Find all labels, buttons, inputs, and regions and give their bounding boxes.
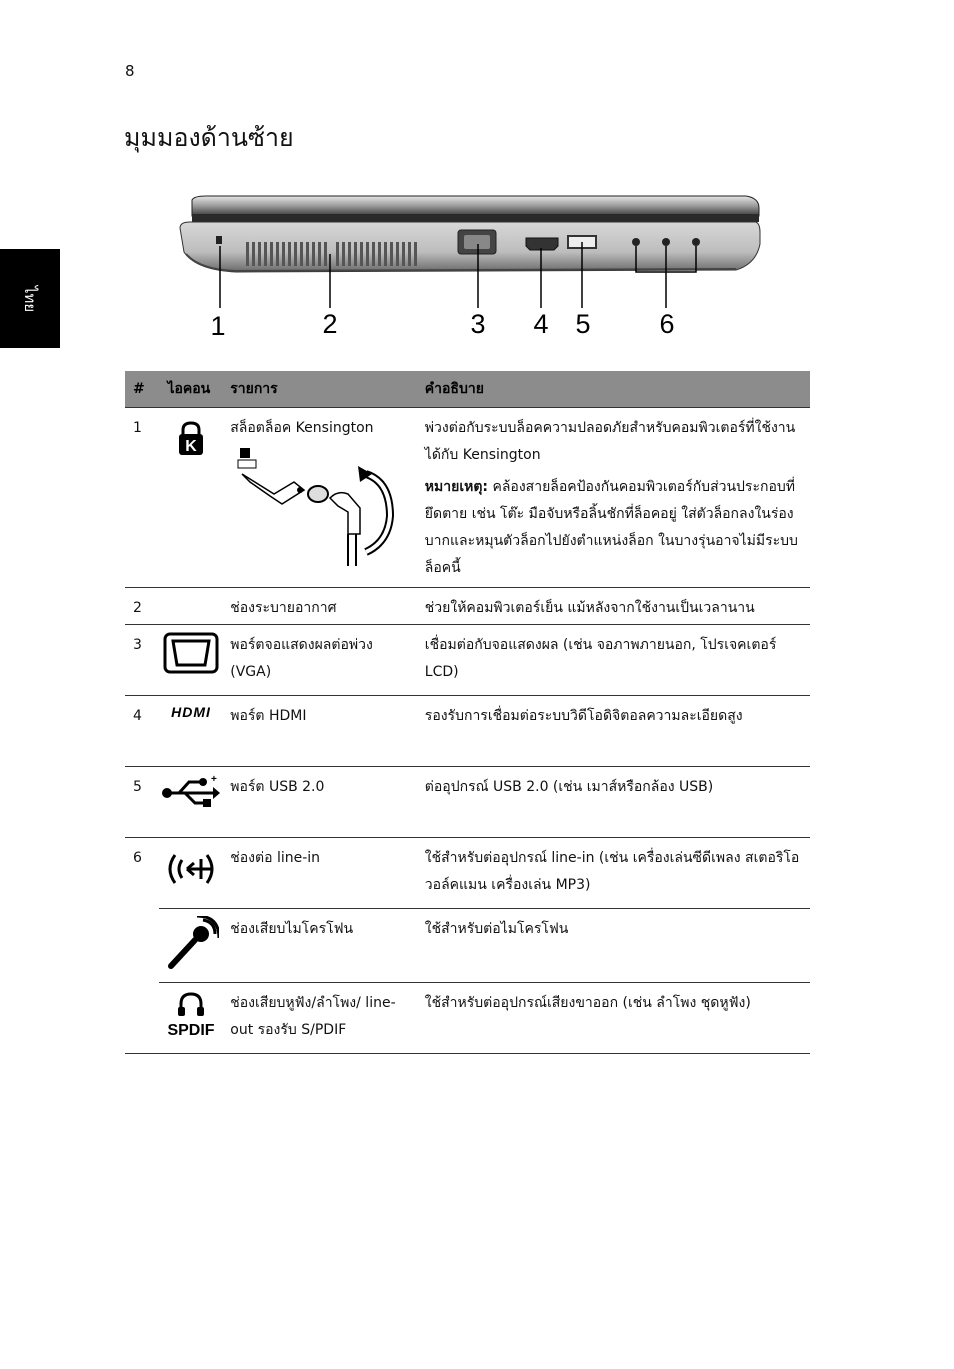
row-item: ช่องต่อ line-in (222, 838, 417, 909)
headphone-spdif-icon (161, 990, 221, 1038)
spdif-label: SPDIF (167, 1022, 215, 1038)
lock-letter: K (185, 438, 197, 455)
language-side-tab (0, 249, 60, 348)
row-icon-cell (159, 696, 222, 767)
callout-4: 4 (533, 309, 549, 339)
laptop-left-side-figure (176, 192, 761, 352)
header-icon: ไอคอน (159, 371, 222, 408)
note-label: หมายเหตุ: (424, 479, 489, 495)
section-title: มุมมองด้านซ้าย (124, 123, 294, 152)
microphone-icon (163, 916, 219, 972)
callout-5: 5 (575, 309, 591, 339)
row-num: 4 (125, 696, 159, 767)
port-spec-table (125, 371, 810, 1054)
line-in-icon (163, 849, 219, 889)
row-item: พอร์ต USB 2.0 (222, 767, 417, 838)
callout-3: 3 (470, 309, 486, 339)
row-num: 2 (125, 588, 159, 625)
row-desc-cell (417, 408, 810, 588)
header-num: # (125, 371, 159, 408)
callout-1: 1 (210, 311, 226, 341)
row-icon-cell (159, 909, 222, 983)
row-item: ช่องเสียบไมโครโฟน (222, 909, 417, 983)
row-item: พอร์ต HDMI (222, 696, 417, 767)
hdmi-logo-text: HDMI (170, 704, 211, 720)
row-desc: ช่วยให้คอมพิวเตอร์เย็น แม้หลังจากใช้งานเป็นเวลานาน (417, 588, 810, 625)
page-number: 8 (125, 62, 135, 80)
table-row (125, 696, 810, 767)
row-note (425, 474, 802, 582)
language-label: ไทย (20, 285, 39, 312)
row-desc: ใช้สำหรับต่ออุปกรณ์เสียงขาออก (เช่น ลำโพง ชุดหูฟัง) (417, 983, 810, 1054)
row-icon-cell (159, 625, 222, 696)
header-item: รายการ (222, 371, 417, 408)
table-row (125, 909, 810, 983)
usb-icon (161, 774, 221, 808)
callout-6: 6 (659, 309, 675, 339)
table-row (125, 625, 810, 696)
table-row (125, 588, 810, 625)
table-row (125, 983, 810, 1054)
hdmi-icon (163, 704, 219, 720)
row-desc: ต่ออุปกรณ์ USB 2.0 (เช่น เมาส์หรือกล้อง USB) (417, 767, 810, 838)
kensington-lock-icon (177, 421, 205, 457)
table-row (125, 767, 810, 838)
header-desc: คำอธิบาย (417, 371, 810, 408)
vga-port-icon (163, 632, 219, 674)
table-row (125, 838, 810, 909)
row-desc: รองรับการเชื่อมต่อระบบวิดีโอดิจิตอลความละเอียดสูง (417, 696, 810, 767)
row-num: 1 (125, 408, 159, 588)
row-num (125, 983, 159, 1054)
row-icon-cell (159, 767, 222, 838)
row-desc: ใช้สำหรับต่ออุปกรณ์ line-in (เช่น เครื่องเล่นซีดีเพลง สเตอริโอวอล์คแมน เครื่องเล่น MP3) (417, 838, 810, 909)
row-item: ช่องระบายอากาศ (222, 588, 417, 625)
row-num: 5 (125, 767, 159, 838)
row-icon-cell (159, 983, 222, 1054)
row-desc: พ่วงต่อกับระบบล็อคความปลอดภัยสำหรับคอมพิวเตอร์ที่ใช้งานได้กับ Kensington (424, 420, 796, 463)
row-icon-cell (159, 408, 222, 588)
row-item: ช่องเสียบหูฟัง/ลำโพง/ line-out รองรับ S/PDIF (222, 983, 417, 1054)
row-num: 3 (125, 625, 159, 696)
table-row (125, 408, 810, 588)
row-num (125, 909, 159, 983)
row-item: พอร์ตจอแสดงผลต่อพ่วง (VGA) (222, 625, 417, 696)
row-icon-cell (159, 588, 222, 625)
row-num: 6 (133, 850, 142, 866)
svg-text:+: + (210, 774, 217, 785)
table-header-row (125, 371, 810, 408)
callout-2: 2 (322, 309, 338, 339)
row-item: สล็อตล็อค Kensington (230, 420, 374, 436)
row-icon-cell (159, 838, 222, 909)
row-desc: ใช้สำหรับต่อไมโครโฟน (417, 909, 810, 983)
kensington-lock-illustration (230, 442, 400, 570)
note-text: คล้องสายล็อคป้องกันคอมพิวเตอร์กับส่วนประกอบที่ยึดตาย เช่น โต๊ะ มือจับหรือลิ้นชักที่ล็อคอยู่ ใส่ตัวล็อกลงในร่องบากและหมุนตัวล็อกไปยังตำแหน่งล็อก ในบางรุ่นอาจไม่มีระบบล็อคนี้ (424, 479, 798, 576)
row-desc: เชื่อมต่อกับจอแสดงผล (เช่น จอภาพภายนอก, โปรเจคเตอร์ LCD) (417, 625, 810, 696)
row-item-cell (222, 408, 417, 588)
